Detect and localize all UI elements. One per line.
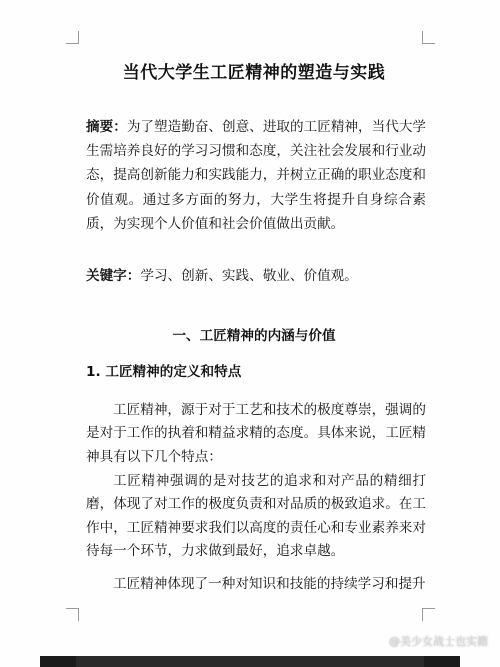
crop-mark-top-right	[422, 31, 435, 44]
keywords-label: 关键字：	[86, 268, 141, 284]
sub-heading: 1. 工匠精神的定义和特点	[86, 364, 242, 380]
document-title: 当代大学生工匠精神的塑造与实践	[122, 63, 386, 83]
paragraph-1: 工匠精神，源于对于工艺和技术的极度尊崇，强调的是对于工作的执着和精益求精的态度。具体来说，工匠精神具有以下几个特点：	[86, 402, 426, 465]
bottom-edge-bar	[40, 656, 460, 667]
abstract-label: 摘要：	[86, 119, 127, 135]
abstract-text: 为了塑造勤奋、创意、进取的工匠精神，当代大学生需培养良好的学习习惯和态度，关注社会发展和行业动态，提高创新能力和实践能力，并树立正确的职业态度和价值观。通过多方面的努力，大学生将提升自身综合素质，为实现个人价值和社会价值做出贡献。	[86, 119, 427, 232]
crop-mark-bottom-right	[422, 608, 435, 621]
abstract-block	[86, 115, 426, 236]
section-heading: 一、工匠精神的内涵与价值	[172, 328, 336, 344]
keywords-block	[86, 264, 426, 288]
paragraph-3: 工匠精神体现了一种对知识和技能的持续学习和提升	[113, 576, 426, 592]
paragraph-2: 工匠精神强调的是对技艺的追求和对产品的精细打磨，体现了对工作的极度负责和对品质的极致追求。在工作中，工匠精神要求我们以高度的责任心和专业素养来对待每一个环节，力求做到最好，追求卓越。	[86, 473, 426, 560]
keywords-text: 学习、创新、实践、敬业、价值观。	[140, 268, 358, 284]
watermark: @美少女战士也实籍	[389, 635, 488, 648]
crop-mark-top-left	[66, 31, 79, 44]
crop-mark-bottom-left	[66, 608, 79, 621]
